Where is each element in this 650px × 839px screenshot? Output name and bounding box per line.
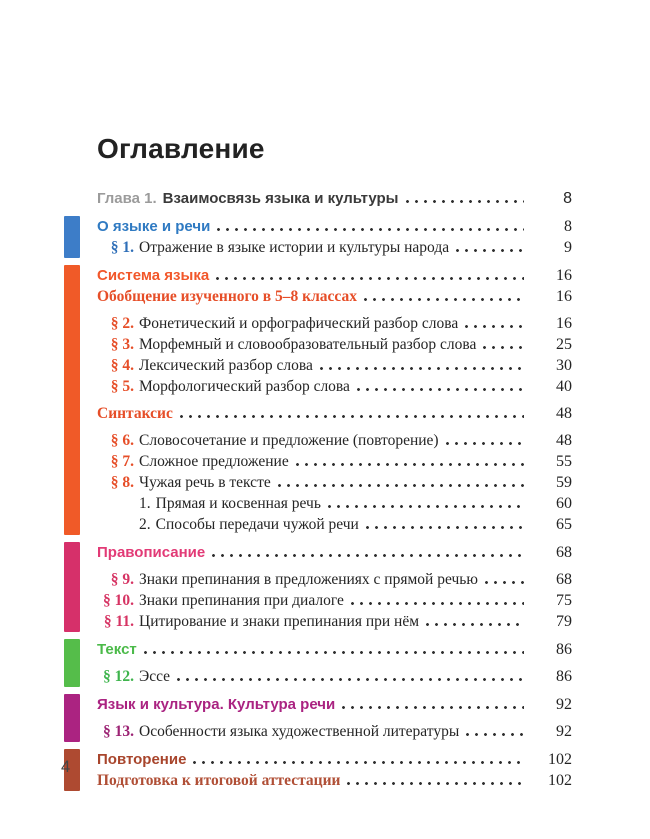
section-number: § 12. [103, 668, 134, 685]
dot-leader [320, 366, 524, 370]
toc-group-chapter [64, 188, 572, 209]
toc-entry-label: Чужая речь в тексте [139, 474, 271, 491]
toc-page-number: 48 [556, 405, 572, 422]
dot-leader [296, 462, 524, 466]
toc-page-number: 92 [556, 696, 572, 713]
toc-row [97, 286, 572, 307]
toc-page-number: 8 [564, 218, 572, 235]
toc-page-number: 16 [556, 315, 572, 332]
table-of-contents [64, 188, 572, 791]
dot-leader [426, 622, 524, 626]
subsection-number: 2. [139, 516, 151, 533]
toc-row [97, 611, 572, 632]
toc-entry-label: Особенности языка художественной литературы [139, 723, 460, 740]
page-title: Оглавление [97, 133, 265, 164]
dot-leader [342, 705, 524, 709]
toc-row [97, 542, 572, 563]
section-color-bar [64, 639, 80, 687]
toc-group-language-system [64, 265, 572, 535]
toc-page-number: 65 [556, 516, 572, 533]
toc-group-text [64, 639, 572, 687]
dot-leader [366, 525, 524, 529]
toc-entry-label: Взаимосвязь языка и культуры [162, 190, 399, 207]
dot-leader [217, 227, 524, 231]
dot-leader [483, 345, 524, 349]
dot-leader [446, 441, 524, 445]
toc-page-number: 55 [556, 453, 572, 470]
section-color-bar [64, 216, 80, 258]
dot-leader [406, 199, 525, 203]
section-number: § 4. [110, 357, 134, 374]
toc-entry-label: Эссе [139, 668, 171, 685]
toc-page-number: 30 [556, 357, 572, 374]
toc-page-number: 25 [556, 336, 572, 353]
dot-leader [278, 483, 524, 487]
dot-leader [351, 601, 524, 605]
section-color-bar [64, 265, 80, 535]
chapter-number: Глава 1. [97, 190, 157, 207]
dot-leader [193, 760, 524, 764]
dot-leader [357, 387, 524, 391]
toc-entry-label: Словосочетание и предложение (повторение) [139, 432, 439, 449]
dot-leader [364, 297, 524, 301]
toc-page-number: 16 [556, 267, 572, 284]
toc-entry-label: Прямая и косвенная речь [155, 495, 321, 512]
toc-entry-label: Правописание [97, 544, 206, 561]
toc-entry-label: Морфемный и словообразовательный разбор слова [139, 336, 477, 353]
toc-page-number: 86 [556, 668, 572, 685]
section-number: § 8. [110, 474, 134, 491]
dot-leader [485, 580, 524, 584]
dot-leader [216, 276, 524, 280]
toc-group-spelling [64, 542, 572, 632]
toc-entry-label: О языке и речи [97, 218, 211, 235]
toc-entry-label: Обобщение изученного в 5–8 классах [97, 288, 357, 305]
toc-entry-label: Знаки препинания при диалоге [139, 592, 344, 609]
toc-page-number: 102 [548, 772, 572, 789]
toc-page-number: 48 [556, 432, 572, 449]
toc-row [97, 569, 572, 590]
toc-page-number: 16 [556, 288, 572, 305]
toc-group-language-and-culture [64, 694, 572, 742]
toc-row [97, 216, 572, 237]
toc-entry-label: Сложное предложение [139, 453, 289, 470]
toc-entry-label: Лексический разбор слова [139, 357, 313, 374]
toc-page-number: 92 [556, 723, 572, 740]
section-number: § 3. [110, 336, 134, 353]
toc-page-number: 60 [556, 495, 572, 512]
toc-group-review [64, 749, 572, 791]
toc-page-number: 86 [556, 641, 572, 658]
toc-row [97, 188, 572, 209]
toc-row [97, 770, 572, 791]
toc-row [97, 237, 572, 258]
toc-row [97, 694, 572, 715]
toc-entry-label: Подготовка к итоговой аттестации [97, 772, 341, 789]
section-number: § 5. [110, 378, 134, 395]
section-number: § 10. [103, 592, 134, 609]
toc-page-number: 102 [548, 751, 572, 768]
toc-entry-label: Фонетический и орфографический разбор слова [139, 315, 459, 332]
section-color-bar-spacer [64, 188, 80, 209]
dot-leader [347, 781, 524, 785]
section-number: § 2. [110, 315, 134, 332]
toc-row [97, 749, 572, 770]
toc-row [97, 472, 572, 493]
section-number: § 11. [103, 613, 134, 630]
toc-row [97, 590, 572, 611]
dot-leader [328, 504, 524, 508]
section-number: § 13. [103, 723, 134, 740]
subsection-number: 1. [139, 495, 151, 512]
section-number: § 9. [110, 571, 134, 588]
toc-entry-label: Синтаксис [97, 405, 173, 422]
toc-row [97, 265, 572, 286]
dot-leader [465, 324, 524, 328]
dot-leader [212, 553, 524, 557]
toc-entry-label: Текст [97, 641, 137, 658]
toc-row [97, 334, 572, 355]
toc-row [97, 666, 572, 687]
toc-row [97, 430, 572, 451]
toc-row [97, 639, 572, 660]
toc-row [97, 376, 572, 397]
toc-page-number: 75 [556, 592, 572, 609]
section-number: § 7. [110, 453, 134, 470]
toc-entry-label: Язык и культура. Культура речи [97, 696, 336, 713]
toc-row [97, 313, 572, 334]
toc-entry-label: Система языка [97, 267, 210, 284]
toc-page-number: 79 [556, 613, 572, 630]
toc-row [97, 493, 572, 514]
dot-leader [456, 248, 524, 252]
toc-row [97, 451, 572, 472]
toc-entry-label: Знаки препинания в предложениях с прямой речью [139, 571, 478, 588]
toc-row [97, 721, 572, 742]
section-number: § 6. [110, 432, 134, 449]
toc-entry-label: Способы передачи чужой речи [155, 516, 359, 533]
toc-row [97, 355, 572, 376]
dot-leader [144, 650, 524, 654]
toc-entry-label: Повторение [97, 751, 187, 768]
section-color-bar [64, 542, 80, 632]
toc-page-number: 59 [556, 474, 572, 491]
dot-leader [177, 677, 524, 681]
folio-page-number: 4 [61, 758, 71, 776]
toc-row [97, 514, 572, 535]
toc-entry-label: Цитирование и знаки препинания при нём [139, 613, 420, 630]
toc-row [97, 403, 572, 424]
toc-page-number: 8 [563, 190, 572, 207]
toc-page-number: 68 [556, 544, 572, 561]
dot-leader [180, 414, 524, 418]
toc-page-number: 68 [556, 571, 572, 588]
toc-page-number: 40 [556, 378, 572, 395]
toc-page-number: 9 [564, 239, 572, 256]
toc-entry-label: Морфологический разбор слова [139, 378, 350, 395]
section-color-bar [64, 694, 80, 742]
section-number: § 1. [110, 239, 134, 256]
toc-group-language-and-speech [64, 216, 572, 258]
dot-leader [466, 732, 524, 736]
toc-entry-label: Отражение в языке истории и культуры народа [139, 239, 450, 256]
